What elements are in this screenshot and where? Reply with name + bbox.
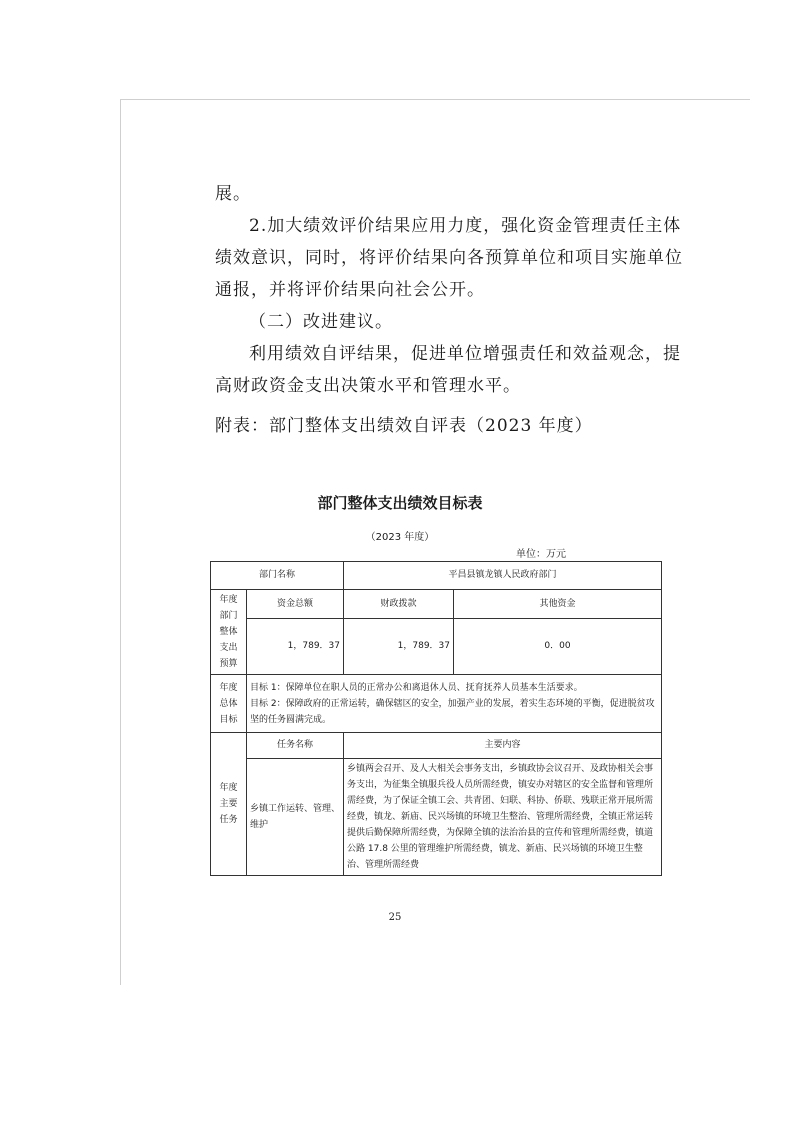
table-row bbox=[211, 590, 662, 619]
body-line: 2.加大绩效评价结果应用力度，强化资金管理责任主体 bbox=[249, 216, 682, 236]
table-title: 部门整体支出绩效目标表 bbox=[317, 494, 483, 512]
value-fiscal: 1，789．37 bbox=[344, 619, 454, 675]
table-unit: 单位：万元 bbox=[516, 549, 566, 560]
page-frame-left-border bbox=[120, 99, 121, 985]
body-line: 通报，并将评价结果向社会公开。 bbox=[215, 280, 485, 300]
label-char: 总体 bbox=[219, 698, 238, 709]
label-char: 预算 bbox=[219, 659, 238, 669]
goal-row-label bbox=[211, 675, 247, 733]
budget-row-label bbox=[211, 590, 247, 675]
value-other: 0．00 bbox=[454, 619, 662, 675]
page-number: 25 bbox=[388, 912, 402, 923]
label-char: 目标 bbox=[219, 714, 238, 725]
task-name-header: 任务名称 bbox=[247, 733, 344, 759]
table-row bbox=[211, 675, 662, 733]
goal-content bbox=[247, 675, 662, 733]
appendix-line: 附表：部门整体支出绩效自评表（2023 年度） bbox=[215, 416, 593, 436]
dept-name-value: 平昌县镇龙镇人民政府部门 bbox=[344, 562, 662, 590]
table-row bbox=[211, 733, 662, 759]
dept-name-label: 部门名称 bbox=[211, 562, 344, 590]
goal-item-1: 目标 1：保障单位在职人员的正常办公和离退休人员、抚育抚养人员基本生活要求。 bbox=[250, 682, 583, 693]
col-header-total: 资金总额 bbox=[247, 590, 344, 619]
label-char: 年度 bbox=[219, 682, 238, 693]
label-char: 支出 bbox=[219, 643, 238, 653]
label-char: 任务 bbox=[219, 815, 238, 825]
task-content-header: 主要内容 bbox=[344, 733, 662, 759]
col-header-other: 其他资金 bbox=[454, 590, 662, 619]
value-total: 1，789．37 bbox=[247, 619, 344, 675]
task-row-label bbox=[211, 733, 247, 876]
table-row bbox=[211, 619, 662, 675]
label-char: 部门 bbox=[219, 611, 238, 621]
section-heading: （二）改进建议。 bbox=[249, 312, 393, 332]
body-line: 展。 bbox=[215, 184, 251, 204]
task-content: 乡镇两会召开、及人大相关会事务支出，乡镇政协会议召开、及政协相关会事务支出，为征集全镇服兵役人员所需经费，镇安办对辖区的安全监督和管理所需经费，为了保证全镇工会、共青团、妇联、科协、侨联、残联正常开展所需经费，镇龙、新庙、民兴场镇的环境卫生整治、管理所需经费，全镇正常运转提供后勤保障所需经费，为保障全镇的法治治县的宣传和管理所需经费，镇道公路 17.8 公里的管理维护所需经费，镇龙、新庙、民兴场镇的环境卫生整治、管理所需经费 bbox=[344, 759, 662, 876]
body-line: 利用绩效自评结果，促进单位增强责任和效益观念，提 bbox=[249, 344, 681, 364]
body-line: 绩效意识，同时，将评价结果向各预算单位和项目实施单位 bbox=[215, 248, 683, 268]
label-char: 整体 bbox=[219, 627, 238, 637]
body-text bbox=[215, 178, 683, 402]
label-char: 年度 bbox=[219, 595, 238, 605]
col-header-fiscal: 财政拨款 bbox=[344, 590, 454, 619]
page-frame-top-border bbox=[120, 99, 750, 100]
body-line: 高财政资金支出决策水平和管理水平。 bbox=[215, 376, 521, 396]
appendix-caption bbox=[215, 410, 655, 442]
table-row bbox=[211, 562, 662, 590]
table-year: （2023 年度） bbox=[365, 532, 435, 543]
goal-item-2: 目标 2：保障政府的正常运转，确保辖区的安全，加强产业的发展，着实生态环境的平衡，促进脱贫攻坚的任务圆满完成。 bbox=[250, 698, 655, 725]
performance-goal-table bbox=[210, 561, 662, 876]
label-char: 年度 bbox=[219, 783, 238, 793]
task-name: 乡镇工作运转、管理、维护 bbox=[247, 759, 344, 876]
label-char: 主要 bbox=[219, 799, 238, 809]
table-row bbox=[211, 759, 662, 876]
